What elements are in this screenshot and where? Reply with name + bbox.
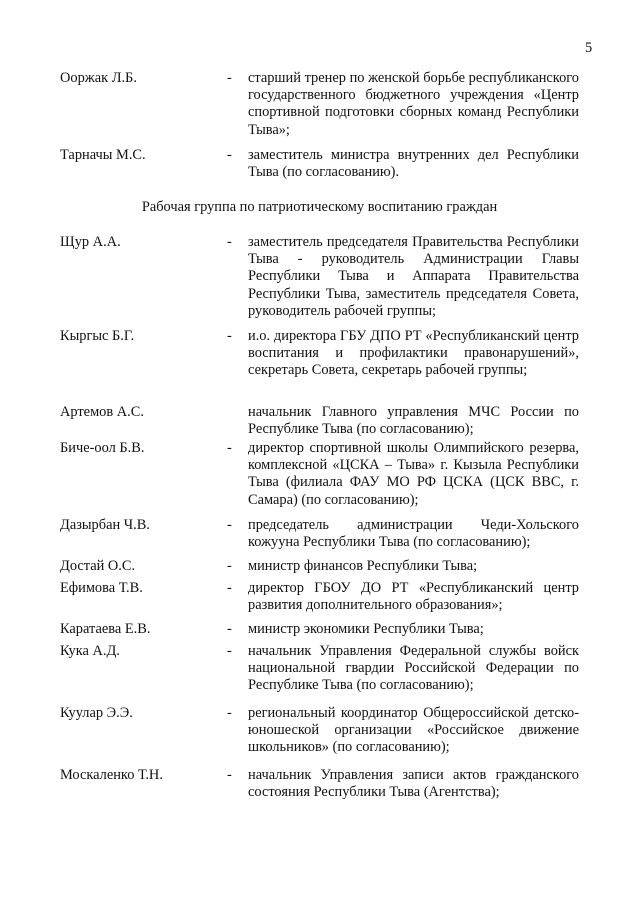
member-name: Артемов А.С.: [60, 404, 144, 420]
member-name: Биче-оол Б.В.: [60, 440, 145, 456]
member-position: региональный координатор Общероссийской детско-юношеской организации «Российское движение школьников» (по согласованию);: [248, 705, 579, 756]
member-position: председатель администрации Чеди-Хольского кожууна Республики Тыва (по согласованию);: [248, 517, 579, 551]
dash-separator: -: [227, 234, 232, 250]
member-name: Куулар Э.Э.: [60, 705, 133, 721]
member-name: Дазырбан Ч.В.: [60, 517, 150, 533]
member-position: начальник Управления записи актов гражданского состояния Республики Тыва (Агентства);: [248, 767, 579, 801]
member-position: директор спортивной школы Олимпийского резерва, комплексной «ЦСКА – Тыва» г. Кызыла Республики Тыва (филиала ФАУ МО РФ ЦСКА (ЦСК ВВС, г. Самара) (по согласованию);: [248, 440, 579, 508]
section-heading: Рабочая группа по патриотическому воспитанию граждан: [141, 199, 498, 215]
member-row: [60, 558, 579, 574]
member-position: начальник Главного управления МЧС России по Республике Тыва (по согласованию);: [248, 404, 579, 438]
member-row: [60, 705, 579, 756]
member-name: Достай О.С.: [60, 558, 136, 574]
dash-separator: -: [227, 558, 232, 574]
member-row: [60, 234, 579, 319]
member-position: министр финансов Республики Тыва;: [248, 558, 478, 574]
member-row: [60, 517, 579, 551]
member-row: [60, 621, 579, 637]
member-name: Каратаева Е.В.: [60, 621, 151, 637]
dash-separator: -: [227, 517, 232, 533]
member-row: [60, 580, 579, 614]
dash-separator: -: [227, 643, 232, 659]
member-row: [60, 767, 579, 801]
member-position: старший тренер по женской борьбе республиканского государственного бюджетного учреждения «Центр спортивной подготовки сборных команд Республики Тыва»;: [248, 70, 579, 138]
page-number: 5: [585, 40, 593, 56]
member-row: [60, 328, 579, 379]
member-row: [60, 643, 579, 694]
dash-separator: -: [227, 328, 232, 344]
member-name: Щур А.А.: [60, 234, 121, 250]
member-name: Ооржак Л.Б.: [60, 70, 137, 86]
member-row: [60, 440, 579, 508]
dash-separator: -: [227, 767, 232, 783]
member-position: начальник Управления Федеральной службы войск национальной гвардии Российской Федерации по Республике Тыва (по согласованию);: [248, 643, 579, 694]
member-row: [60, 70, 579, 138]
dash-separator: -: [227, 621, 232, 637]
member-name: Кыргыс Б.Г.: [60, 328, 135, 344]
member-position: и.о. директора ГБУ ДПО РТ «Республиканский центр воспитания и профилактики правонарушений», секретарь Совета, секретарь рабочей группы;: [248, 328, 579, 379]
dash-separator: -: [227, 440, 232, 456]
dash-separator: -: [227, 705, 232, 721]
dash-separator: -: [227, 70, 232, 86]
member-name: Москаленко Т.Н.: [60, 767, 163, 783]
member-name: Ефимова Т.В.: [60, 580, 143, 596]
member-name: Тарначы М.С.: [60, 147, 146, 163]
member-name: Кука А.Д.: [60, 643, 120, 659]
dash-separator: -: [227, 580, 232, 596]
member-position: директор ГБОУ ДО РТ «Республиканский центр развития дополнительного образования»;: [248, 580, 579, 614]
member-position: заместитель председателя Правительства Республики Тыва - руководитель Администрации Главы Республики Тыва и Аппарата Правительства Республики Тыва, заместитель председателя Совета, руководитель рабочей группы;: [248, 234, 579, 319]
dash-separator: -: [227, 147, 232, 163]
member-row: [60, 404, 579, 438]
member-position: заместитель министра внутренних дел Республики Тыва (по согласованию).: [248, 147, 579, 181]
member-position: министр экономики Республики Тыва;: [248, 621, 484, 637]
member-row: [60, 147, 579, 181]
